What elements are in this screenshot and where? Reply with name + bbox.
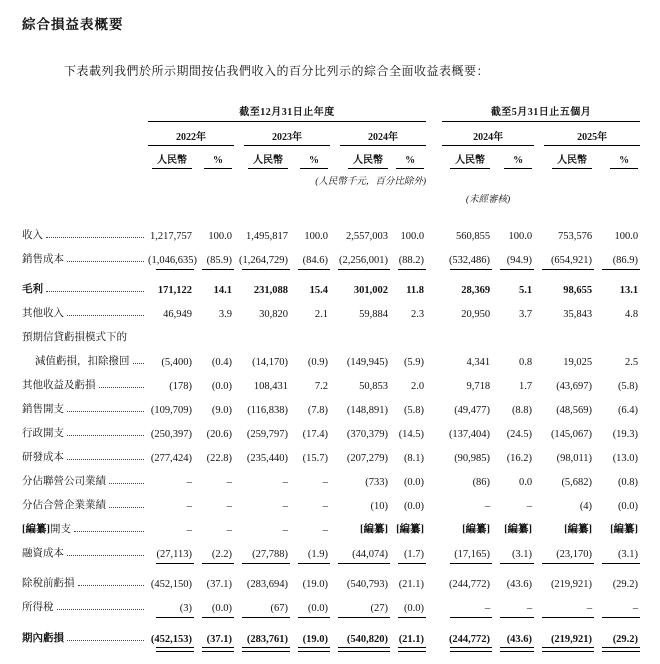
row-label: 減值虧損，扣除撥回 [22,344,148,368]
value-cell: (277,424) [150,453,192,464]
value-cell: 4,341 [466,357,491,368]
col-currency-2022 [148,146,194,169]
value-cell: (137,404) [448,429,491,440]
value-cell: – [282,525,288,536]
value-cell: – [282,501,288,512]
value-cell: (219,921) [534,620,594,653]
value-cell: (540,820) [330,620,390,653]
row-label: 其他收入 [22,296,148,320]
dot-leader [99,387,145,388]
year-header-row [22,122,640,146]
value-cell: (37.1) [206,579,232,590]
column-gap [426,218,442,242]
year-label-2023: 2023年 [244,128,330,146]
row-label: 除稅前虧損 [22,566,148,590]
dot-leader [67,315,144,316]
value-cell: 3.9 [218,309,232,320]
value-cell: (48,569) [556,405,593,416]
currency-label: 人民幣 [152,151,192,169]
value-cell: (219,921) [550,579,593,590]
row-label: 毛利 [22,272,148,296]
units-note-row [22,169,640,187]
column-gap [426,440,442,464]
value-cell: 11.8 [406,285,425,296]
value-cell: (0.8) [617,477,639,488]
row-label: 分佔聯營公司業績 [22,464,148,488]
value-cell: (532,486) [442,242,492,272]
value-cell: [編纂] [610,524,639,535]
row-label: 其他收益及虧損 [22,368,148,392]
note-spacer [534,187,640,205]
value-cell: – [226,501,232,512]
value-cell: – [534,590,594,620]
year-header-2022 [148,122,234,146]
year-header-2024-5m [442,122,534,146]
column-gap [426,416,442,440]
value-cell: (0.0) [403,501,425,512]
value-cell: 7.2 [314,381,328,392]
column-gap [426,344,442,368]
table-row [22,488,640,512]
col-percent-2025-5m [594,146,640,169]
value-cell: 560,855 [455,231,491,242]
value-cell: 2.1 [314,309,328,320]
row-label: 銷售開支 [22,392,148,416]
dot-leader [67,435,144,436]
value-cell: (19.3) [612,429,639,440]
value-cell: (20.6) [206,429,232,440]
currency-label: 人民幣 [552,151,592,169]
dot-leader [67,411,144,412]
column-gap [426,620,442,653]
column-gap [426,122,442,146]
value-cell: (24.5) [506,429,533,440]
column-gap [426,488,442,512]
value-cell: [編纂] [564,524,593,535]
value-cell: (16.2) [506,453,533,464]
col-percent-2024 [390,146,426,169]
column-gap [426,169,442,187]
row-label: [編纂]開支 [22,512,148,536]
year-header-2024 [330,122,426,146]
table-row [22,620,640,653]
value-cell: (88.2) [390,242,426,272]
percent-label: % [610,155,638,169]
value-cell: (27,113) [148,536,194,566]
dot-leader [78,585,145,586]
value-cell: (8.1) [403,453,425,464]
value-cell: (0.0) [390,590,426,620]
value-cell: 19,025 [563,357,593,368]
value-cell: (0.0) [403,477,425,488]
value-cell: (148,891) [346,405,388,416]
column-gap [426,512,442,536]
value-cell: (10) [370,501,388,512]
table-header [22,103,640,218]
value-cell: 100.0 [304,231,328,242]
column-gap [426,590,442,620]
dot-leader [67,459,144,460]
value-cell: 100.0 [400,231,425,242]
value-cell: (250,397) [150,429,192,440]
value-cell: 98,655 [563,285,593,296]
group-header-row [22,103,640,122]
value-cell: (283,694) [246,579,288,590]
note-spacer [148,187,426,205]
col-currency-2025-5m [534,146,594,169]
table-row [22,320,640,344]
dot-leader [67,555,144,556]
value-cell: (2.2) [194,536,234,566]
value-cell: (2,256,001) [330,242,390,272]
value-cell: 2.3 [410,309,425,320]
note-spacer [22,169,148,187]
dot-leader [67,640,144,641]
value-cell: – [322,501,328,512]
value-cell: (27,788) [234,536,290,566]
value-cell: (44,074) [330,536,390,566]
value-cell: 30,820 [259,309,288,320]
row-label: 預期信貸虧損模式下的 [22,332,127,343]
row-label: 收入 [22,218,148,242]
value-cell: 50,853 [359,381,388,392]
column-gap [426,296,442,320]
value-cell: (15.7) [302,453,328,464]
value-cell: (21.1) [398,579,425,590]
value-cell: (23,170) [534,536,594,566]
value-cell: 1.7 [518,381,533,392]
value-cell: (9.0) [211,405,232,416]
value-cell: (27) [330,590,390,620]
subheader-spacer [22,146,148,169]
subheader-row [22,146,640,169]
value-cell: (86.9) [594,242,640,272]
value-cell: 5.1 [518,285,533,296]
value-cell: (17.4) [302,429,328,440]
unaudited-note-row [22,187,640,205]
value-cell: 100.0 [614,231,639,242]
group-header-five-months [442,103,640,122]
value-cell: 35,843 [563,309,593,320]
header-body-spacer [22,205,640,218]
value-cell: (67) [234,590,290,620]
value-cell: 0.0 [518,477,533,488]
table-row [22,566,640,590]
col-percent-2024-5m [492,146,534,169]
value-cell: (29.2) [612,579,639,590]
col-currency-2023 [234,146,290,169]
value-cell: (5.8) [617,381,639,392]
value-cell: (0.0) [194,590,234,620]
value-cell: (6.4) [617,405,639,416]
value-cell: 1,217,757 [150,231,192,242]
value-cell: 231,088 [253,285,288,296]
table-row [22,296,640,320]
table-row [22,242,640,272]
value-cell: – [526,501,533,512]
table-row [22,368,640,392]
value-cell: 15.4 [309,285,328,296]
value-cell: – [282,477,288,488]
col-percent-2022 [194,146,234,169]
value-cell: (86) [472,477,491,488]
value-cell: – [442,590,492,620]
income-statement-table [22,103,640,653]
value-cell: (94.9) [492,242,534,272]
row-label: 分佔合營企業業績 [22,488,148,512]
value-cell: (733) [365,477,388,488]
value-cell: (259,797) [246,429,288,440]
value-cell: (43,697) [556,381,593,392]
dot-leader [46,237,144,238]
value-cell: [編纂] [396,524,425,535]
value-cell: (244,772) [442,620,492,653]
table-row [22,416,640,440]
table-row [22,512,640,536]
value-cell: (5,682) [561,477,593,488]
dot-leader [74,531,144,532]
table-row [22,440,640,464]
col-percent-2023 [290,146,330,169]
value-cell: (207,279) [346,453,388,464]
column-gap [426,242,442,272]
value-cell: (149,945) [346,357,388,368]
value-cell: (13.0) [612,453,639,464]
table-row [22,344,640,368]
row-label: 融資成本 [22,536,148,566]
value-cell: (29.2) [594,620,640,653]
column-gap [426,464,442,488]
column-gap [426,103,442,122]
dot-leader [109,483,144,484]
year-label-2024-5m: 2024年 [442,128,534,146]
dot-leader [109,507,144,508]
currency-label: 人民幣 [450,151,490,169]
value-cell: (244,772) [448,579,491,590]
value-cell: (84.6) [290,242,330,272]
table-row [22,536,640,566]
row-label: 銷售成本 [22,242,148,272]
year-header-2025-5m [534,122,640,146]
value-cell: (14.5) [398,429,425,440]
year-label-2022: 2022年 [148,128,234,146]
value-cell: (109,709) [150,405,192,416]
value-cell: – [594,590,640,620]
value-cell: (654,921) [534,242,594,272]
value-cell: 2.0 [410,381,425,392]
value-cell: (452,150) [150,579,192,590]
year-label-2025-5m: 2025年 [544,128,640,146]
value-cell: (85.9) [194,242,234,272]
value-cell: – [322,477,328,488]
row-label: 所得稅 [22,590,148,620]
value-cell: (4) [579,501,593,512]
value-cell: – [186,501,192,512]
dot-leader [46,291,144,292]
value-cell: [編纂] [360,524,388,535]
value-cell: (19.0) [302,579,328,590]
value-cell: 20,950 [461,309,491,320]
percent-label: % [204,155,232,169]
value-cell: 2,557,003 [346,231,388,242]
value-cell: 108,431 [253,381,288,392]
value-cell: (17,165) [442,536,492,566]
note-spacer [22,187,148,205]
value-cell: 14.1 [213,285,232,296]
table-row [22,464,640,488]
value-cell: 100.0 [508,231,533,242]
value-cell: (14,170) [252,357,288,368]
value-cell: (37.1) [194,620,234,653]
column-gap [426,368,442,392]
value-cell: (5,400) [161,357,192,368]
value-cell: (0.0) [290,590,330,620]
value-cell: (0.0) [617,501,639,512]
column-gap [426,392,442,416]
empty-cells [148,320,640,344]
value-cell: (452,153) [148,620,194,653]
value-cell: 28,369 [461,285,491,296]
row-label: 行政開支 [22,416,148,440]
value-cell: – [322,525,328,536]
column-gap [426,536,442,566]
row-label: 研發成本 [22,440,148,464]
value-cell: (5.8) [403,405,425,416]
table-row [22,590,640,620]
value-cell: (116,838) [247,405,288,416]
page-title: 綜合損益表概要 [22,17,124,32]
percent-label: % [300,155,328,169]
value-cell: (370,379) [346,429,388,440]
dot-leader [133,363,145,364]
value-cell: (235,440) [246,453,288,464]
group-header-annual [148,103,426,122]
value-cell: (0.0) [211,381,232,392]
value-cell: 0.8 [518,357,533,368]
value-cell: 171,122 [157,285,192,296]
value-cell: (43.6) [492,620,534,653]
col-currency-2024 [330,146,390,169]
value-cell: (1.7) [390,536,426,566]
value-cell: – [186,477,192,488]
value-cell: 4.8 [624,309,639,320]
value-cell: [編纂] [504,524,533,535]
value-cell: (1,264,729) [234,242,290,272]
value-cell: 59,884 [359,309,388,320]
group-label-annual: 截至12月31日止年度 [148,103,426,122]
value-cell: 9,718 [466,381,491,392]
value-cell: (8.8) [511,405,533,416]
dot-leader [67,261,144,262]
value-cell: (21.1) [390,620,426,653]
currency-label: 人民幣 [348,151,388,169]
value-cell: (43.6) [506,579,533,590]
value-cell: (0.4) [211,357,232,368]
value-cell: (178) [169,381,192,392]
table-row [22,272,640,296]
note-spacer [148,169,234,187]
value-cell: – [226,477,232,488]
dot-leader [57,609,145,610]
value-cell: 2.5 [624,357,639,368]
value-cell: – [484,501,491,512]
value-cell: (540,793) [346,579,388,590]
year-header-2023 [234,122,330,146]
column-gap [426,187,442,205]
value-cell: (0.9) [307,357,328,368]
value-cell: 753,576 [557,231,593,242]
value-cell: 301,002 [353,285,388,296]
value-cell: (22.8) [206,453,232,464]
value-cell: – [186,525,192,536]
value-cell: (1.9) [290,536,330,566]
table-body [22,218,640,653]
column-gap [426,566,442,590]
year-label-2024: 2024年 [340,128,426,146]
value-cell: (19.0) [290,620,330,653]
value-cell: (7.8) [307,405,328,416]
value-cell: 1,495,817 [246,231,288,242]
table-row [22,218,640,242]
value-cell: (90,985) [454,453,491,464]
value-cell: (1,046,635) [148,242,194,272]
row-label: 期內虧損 [22,620,148,653]
value-cell: (145,067) [550,429,593,440]
group-label-five-months: 截至5月31日止五個月 [442,103,640,122]
value-cell: (3) [148,590,194,620]
intro-text: 下表載列我們於所示期間按佔我們收入的百分比列示的綜合全面收益表概要： [64,64,490,78]
note-spacer [442,169,640,187]
column-gap [426,146,442,169]
value-cell: (5.9) [403,357,425,368]
value-cell: – [492,590,534,620]
value-cell: 100.0 [208,231,232,242]
value-cell: – [226,525,232,536]
value-cell: 46,949 [163,309,192,320]
percent-label: % [504,155,532,169]
year-header-spacer [22,122,148,146]
percent-label: % [396,155,424,169]
table-row [22,392,640,416]
currency-label: 人民幣 [248,151,288,169]
value-cell: (49,477) [454,405,491,416]
value-cell: 3.7 [518,309,533,320]
value-cell: [編纂] [462,524,491,535]
value-cell: (3.1) [594,536,640,566]
label-column-header [22,103,148,122]
value-cell: (3.1) [492,536,534,566]
col-currency-2024-5m [442,146,492,169]
column-gap [426,272,442,296]
value-cell: 13.1 [619,285,639,296]
unaudited-note: (未經審核) [465,195,511,205]
units-note: (人民幣千元，百分比除外) [315,177,427,187]
value-cell: (283,761) [234,620,290,653]
value-cell: (98,011) [556,453,593,464]
